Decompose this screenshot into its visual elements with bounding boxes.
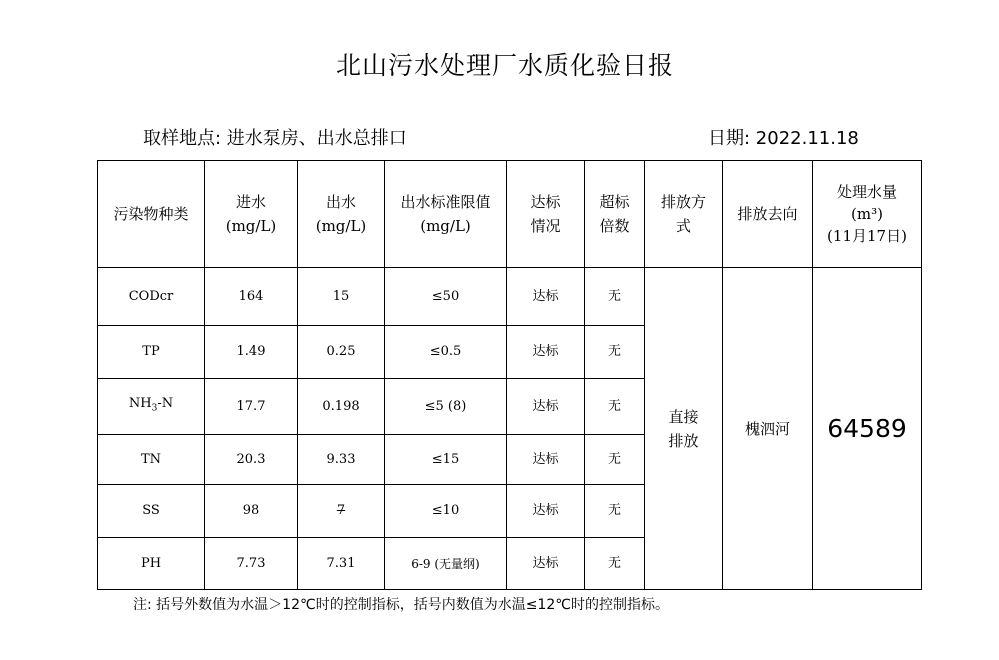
inflow-value: 98 bbox=[205, 485, 298, 538]
outflow-value: 9.33 bbox=[298, 435, 385, 485]
compliance-value: 达标 bbox=[507, 326, 585, 379]
header-outflow: 出水 (mg/L) bbox=[298, 161, 385, 268]
discharge-destination-cell: 槐泗河 bbox=[723, 268, 813, 590]
header-discharge-destination: 排放去向 bbox=[723, 161, 813, 268]
exceed-value: 无 bbox=[585, 326, 645, 379]
exceed-value: 无 bbox=[585, 485, 645, 538]
report-title: 北山污水处理厂水质化验日报 bbox=[335, 51, 674, 80]
limit-value: ≤5 (8) bbox=[385, 379, 507, 435]
outflow-value: 15 bbox=[298, 268, 385, 326]
limit-value: ≤10 bbox=[385, 485, 507, 538]
water-quality-table bbox=[97, 160, 922, 590]
header-exceed: 超标 倍数 bbox=[585, 161, 645, 268]
outflow-value: 7 bbox=[298, 485, 385, 538]
limit-value: ≤0.5 bbox=[385, 326, 507, 379]
compliance-value: 达标 bbox=[507, 538, 585, 590]
inflow-value: 164 bbox=[205, 268, 298, 326]
limit-value: ≤15 bbox=[385, 435, 507, 485]
header-discharge-method: 排放方 式 bbox=[645, 161, 723, 268]
pollutant-name: TP bbox=[98, 326, 205, 379]
pollutant-name: SS bbox=[98, 485, 205, 538]
pollutant-name: $NH_3-N$ bbox=[98, 379, 205, 435]
pollutant-name: CODcr bbox=[98, 268, 205, 326]
exceed-value: 无 bbox=[585, 538, 645, 590]
compliance-value: 达标 bbox=[507, 485, 585, 538]
header-volume: 处理水量 (m³) (11月17日) bbox=[813, 161, 922, 268]
inflow-value: 7.73 bbox=[205, 538, 298, 590]
compliance-value: 达标 bbox=[507, 379, 585, 435]
header-limit: 出水标准限值 (mg/L) bbox=[385, 161, 507, 268]
outflow-value: 0.198 bbox=[298, 379, 385, 435]
report-date: 日期: 2022.11.18 bbox=[708, 128, 859, 149]
pollutant-name: PH bbox=[98, 538, 205, 590]
pollutant-name: TN bbox=[98, 435, 205, 485]
discharge-method-cell: 直接 排放 bbox=[645, 268, 723, 590]
outflow-value: 7.31 bbox=[298, 538, 385, 590]
compliance-value: 达标 bbox=[507, 268, 585, 326]
header-row bbox=[98, 161, 922, 268]
exceed-value: 无 bbox=[585, 268, 645, 326]
compliance-value: 达标 bbox=[507, 435, 585, 485]
limit-value: 6-9 (无量纲) bbox=[385, 538, 507, 590]
exceed-value: 无 bbox=[585, 435, 645, 485]
sampling-location: 取样地点: 进水泵房、出水总排口 bbox=[143, 128, 407, 149]
header-compliance: 达标 情况 bbox=[507, 161, 585, 268]
header-pollutant: 污染物种类 bbox=[98, 161, 205, 268]
inflow-value: 1.49 bbox=[205, 326, 298, 379]
header-inflow: 进水 (mg/L) bbox=[205, 161, 298, 268]
inflow-value: 20.3 bbox=[205, 435, 298, 485]
treated-volume-value: 64589 bbox=[813, 268, 922, 590]
exceed-value: 无 bbox=[585, 379, 645, 435]
table-row bbox=[98, 268, 922, 326]
outflow-value: 0.25 bbox=[298, 326, 385, 379]
footnote: 注: 括号外数值为水温＞12℃时的控制指标，括号内数值为水温≤12℃时的控制指标。 bbox=[133, 597, 669, 613]
inflow-value: 17.7 bbox=[205, 379, 298, 435]
limit-value: ≤50 bbox=[385, 268, 507, 326]
